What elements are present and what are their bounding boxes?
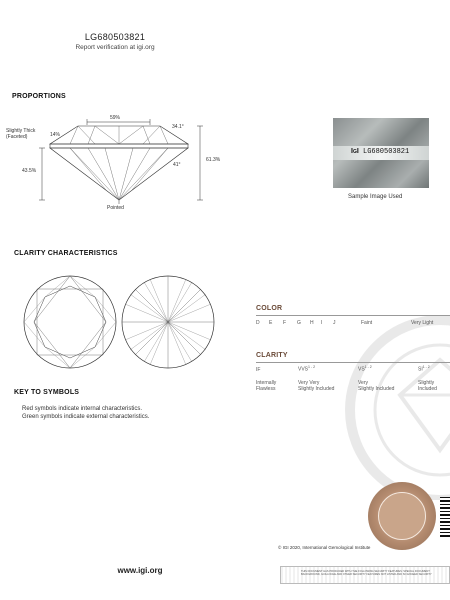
key-green-symbols: Green symbols indicate external characteristics. xyxy=(22,414,150,420)
sample-inscription-image xyxy=(333,118,429,188)
pavilion-angle: 41° xyxy=(173,162,181,168)
color-scale-title: COLOR xyxy=(256,305,283,312)
clarity-desc-si: Slightly Included xyxy=(418,380,437,392)
crown-view-diagram xyxy=(24,276,116,368)
copyright-text: © IGI 2020, International Gemological Institute xyxy=(278,545,371,550)
color-grade-e: E xyxy=(269,320,273,326)
total-depth: 61.3% xyxy=(206,157,221,163)
clarity-grade-vvs: VVS$^{1 - 2}$ xyxy=(298,365,316,373)
website-link[interactable]: www.igi.org xyxy=(117,566,163,575)
pavilion-depth: 43.5% xyxy=(22,168,37,174)
clarity-plot-diagrams xyxy=(22,272,222,372)
security-text: THIS DOCUMENT HAS PRODUCED WITH THE FOLLOWING SECURITY FEATURES: SPECIAL DOCUMENT BACKGROUND, GUILLOCHE AND OTHER SECURITY FEATURES NOT LISTED AND SO EXCEED SECURITY xyxy=(301,570,432,577)
color-very-light: Very Light xyxy=(411,320,434,326)
qr-code-icon xyxy=(440,497,450,537)
igi-logo-icon: IGI xyxy=(351,148,359,155)
girdle-label: Slightly Thick (Faceted) xyxy=(6,128,36,140)
proportions-diagram xyxy=(0,108,240,218)
clarity-desc-vs: Very Slightly Included xyxy=(358,380,395,392)
report-number: LG680503821 xyxy=(84,32,146,42)
clarity-grade-si: SI$^{1 - 2}$ xyxy=(418,365,430,373)
clarity-characteristics-title: CLARITY CHARACTERISTICS xyxy=(14,250,118,257)
color-grade-g: G xyxy=(297,320,301,326)
girdle-percentage: 14% xyxy=(50,132,61,138)
proportions-title: PROPORTIONS xyxy=(12,93,66,100)
security-strip xyxy=(280,566,450,584)
clarity-desc-if: Internally Flawless xyxy=(256,380,277,392)
igi-watermark-icon xyxy=(330,300,450,500)
color-grade-d: D xyxy=(256,320,260,326)
clarity-grade-vs: VS$^{1 - 2}$ xyxy=(358,365,372,373)
verification-text: Report verification at igi.org xyxy=(75,44,155,51)
clarity-desc-vvs: Very Very Slightly Included xyxy=(298,380,335,392)
pavilion-view-diagram xyxy=(122,276,214,368)
inscription-text: IGI LG680503821 xyxy=(351,148,410,156)
key-red-symbols: Red symbols indicate internal characteristics. xyxy=(22,406,143,412)
sample-image-caption: Sample Image Used xyxy=(348,194,403,200)
color-grade-h: H xyxy=(310,320,314,326)
key-to-symbols-title: KEY TO SYMBOLS xyxy=(14,389,80,396)
crown-angle: 34.1° xyxy=(172,124,184,130)
table-percentage: 59% xyxy=(110,115,121,121)
color-faint: Faint xyxy=(361,320,373,326)
color-grade-f: F xyxy=(283,320,287,326)
igi-seal-icon xyxy=(368,482,436,550)
clarity-scale-title: CLARITY xyxy=(256,352,288,359)
culet-label: Pointed xyxy=(107,205,124,211)
color-grade-j: J xyxy=(333,320,336,326)
color-grade-i: I xyxy=(321,320,323,326)
clarity-grade-if: IF xyxy=(256,367,261,373)
